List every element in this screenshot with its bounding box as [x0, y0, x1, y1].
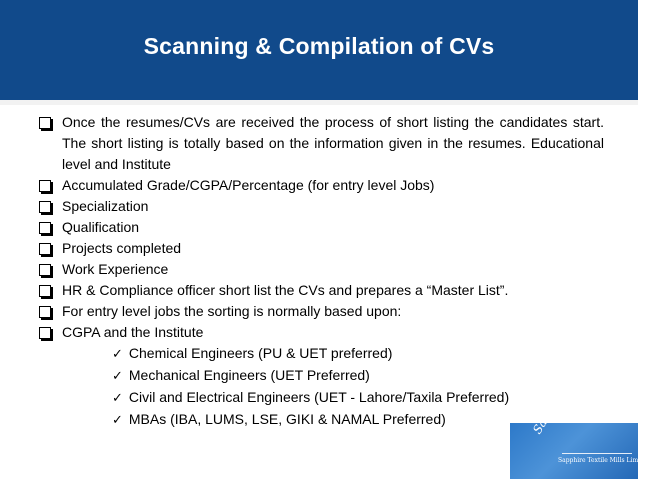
checkbox-bullet-icon — [39, 285, 51, 297]
bullet-list — [38, 112, 604, 431]
checkbox-bullet-icon — [39, 180, 51, 192]
list-item-text: HR & Compliance officer short list the CVs and prepares a “Master List”. — [62, 282, 509, 298]
logo-divider — [562, 453, 632, 454]
checkbox-bullet-icon — [39, 306, 51, 318]
list-item-text: Specialization — [62, 198, 149, 214]
list-item — [38, 112, 604, 175]
list-item-text: Qualification — [62, 219, 140, 235]
logo-script-text: Sapphire — [530, 382, 572, 437]
company-logo — [510, 382, 650, 479]
logo-company-name: Sapphire Textile Mills Limited — [558, 457, 650, 464]
checkbox-bullet-icon — [39, 201, 51, 213]
checkmark-icon: ✓ — [112, 369, 123, 384]
list-item — [38, 301, 604, 322]
list-item-text: Work Experience — [62, 261, 169, 277]
list-item-text: For entry level jobs the sorting is normally based upon: — [62, 303, 402, 319]
sub-list-item-text: Civil and Electrical Engineers (UET - Lahore/Taxila Preferred) — [128, 389, 510, 405]
list-item — [38, 217, 604, 238]
list-item — [38, 175, 604, 196]
list-item-text: Accumulated Grade/CGPA/Percentage (for entry level Jobs) — [62, 177, 435, 193]
checkbox-bullet-icon — [39, 222, 51, 234]
list-item — [38, 238, 604, 259]
title-band — [0, 0, 638, 105]
list-item — [38, 259, 604, 280]
checkmark-icon: ✓ — [112, 413, 123, 428]
sub-list-item-text: Mechanical Engineers (UET Preferred) — [128, 367, 370, 383]
list-item — [38, 322, 604, 343]
checkmark-icon: ✓ — [112, 391, 123, 406]
checkbox-bullet-icon — [39, 243, 51, 255]
sub-list-item — [38, 365, 604, 387]
sub-list-item — [38, 387, 604, 409]
list-item — [38, 280, 604, 301]
sub-list-item-text: Chemical Engineers (PU & UET preferred) — [128, 345, 393, 361]
list-item — [38, 196, 604, 217]
list-item-text: Projects completed — [62, 240, 182, 256]
sub-list-item — [38, 343, 604, 365]
list-item-text: Once the resumes/CVs are received the process of short listing the candidates start. The short listing is totally based on the information given in the resumes. Educational level and Institute — [62, 114, 604, 172]
checkbox-bullet-icon — [39, 117, 51, 129]
checkbox-bullet-icon — [39, 264, 51, 276]
slide-title: Scanning & Compilation of CVs — [143, 33, 495, 59]
checkbox-bullet-icon — [39, 327, 51, 339]
list-item-text: CGPA and the Institute — [62, 324, 204, 340]
checkmark-icon: ✓ — [112, 347, 123, 362]
sub-list-item-text: MBAs (IBA, LUMS, LSE, GIKI & NAMAL Preferred) — [128, 411, 446, 427]
